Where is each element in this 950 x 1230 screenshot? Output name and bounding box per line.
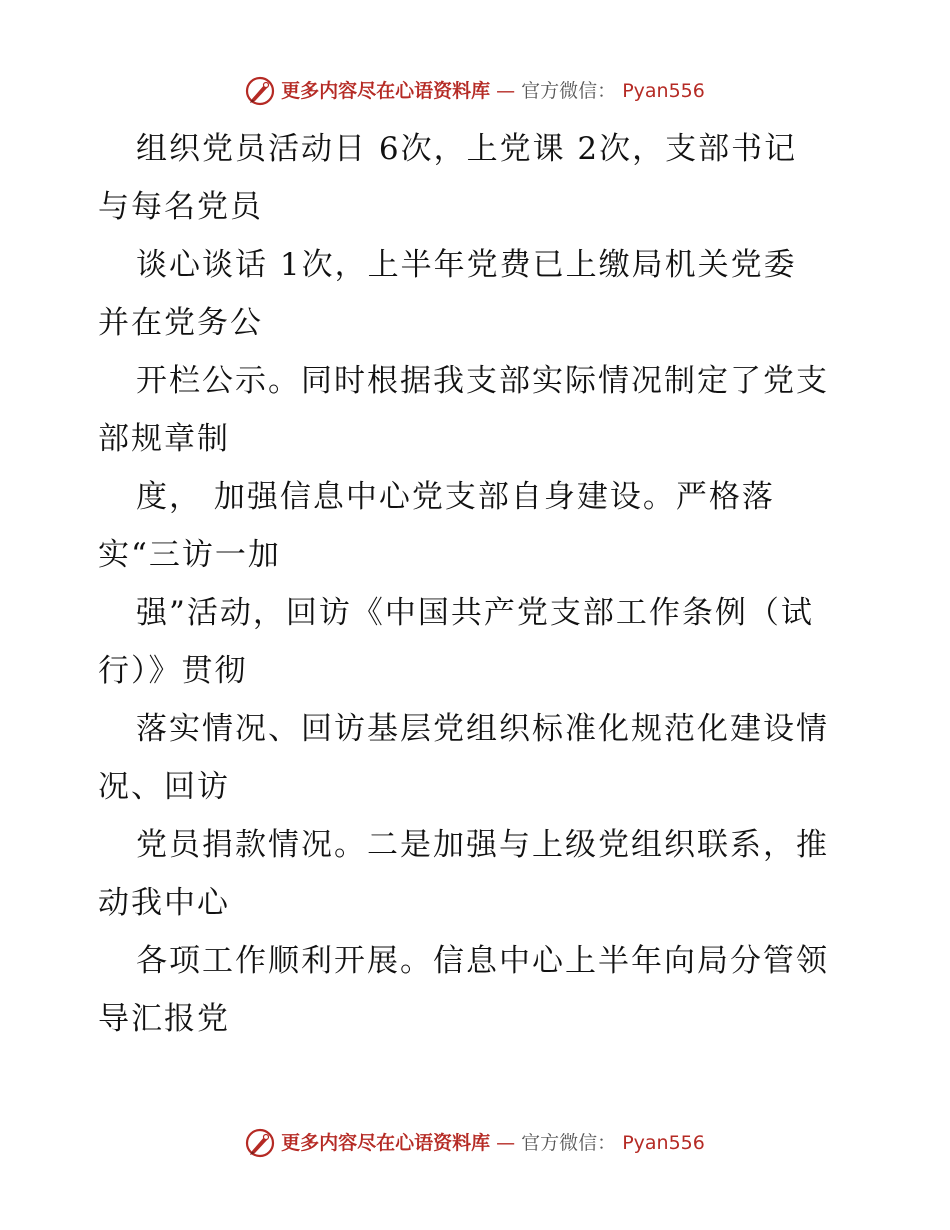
banner-site-text: 更多内容尽在心语资料库 [281, 80, 491, 102]
line-4b: 实“三访一加 [98, 537, 281, 573]
paragraph-line-1 [98, 120, 858, 236]
banner-wechat-label: 官方微信： [521, 1132, 617, 1154]
document-body [98, 120, 858, 1048]
banner-dash: — [496, 1132, 516, 1154]
banner-dash: — [496, 80, 516, 102]
line-5b: 行）》贯彻 [98, 653, 248, 689]
line-8b: 导汇报党 [98, 1001, 230, 1037]
paragraph-line-4 [98, 468, 858, 584]
quill-pen-logo-icon [245, 76, 275, 106]
line-2a: 谈心谈话 1次，上半年党费已上缴局机关党委 [136, 247, 797, 283]
banner-wechat-label: 官方微信： [521, 80, 617, 102]
paragraph-line-2 [98, 236, 858, 352]
line-5a: 强”活动，回访《中国共产党支部工作条例（试 [136, 595, 814, 631]
line-3a: 开栏公示。同时根据我支部实际情况制定了党支 [136, 363, 829, 399]
paragraph-line-3 [98, 352, 858, 468]
line-2b: 并在党务公 [98, 305, 263, 341]
banner-wechat-handle: Pyan556 [622, 1132, 705, 1154]
paragraph-line-8 [98, 932, 858, 1048]
line-4a: 度， 加强信息中心党支部自身建设。严格落 [136, 479, 775, 515]
header-watermark-banner [0, 76, 950, 106]
line-1a: 组织党员活动日 6次，上党课 2次，支部书记 [136, 131, 798, 167]
paragraph-line-5 [98, 584, 858, 700]
line-1b: 与每名党员 [98, 189, 263, 225]
quill-pen-logo-icon [245, 1128, 275, 1158]
paragraph-line-7 [98, 816, 858, 932]
line-7b: 动我中心 [98, 885, 230, 921]
line-7a: 党员捐款情况。二是加强与上级党组织联系，推 [136, 827, 829, 863]
footer-watermark-banner [0, 1128, 950, 1158]
paragraph-line-6 [98, 700, 858, 816]
banner-wechat-handle: Pyan556 [622, 80, 705, 102]
line-6b: 况、回访 [98, 769, 230, 805]
banner-site-text: 更多内容尽在心语资料库 [281, 1132, 491, 1154]
line-6a: 落实情况、回访基层党组织标准化规范化建设情 [136, 711, 829, 747]
line-3b: 部规章制 [98, 421, 230, 457]
line-8a: 各项工作顺利开展。信息中心上半年向局分管领 [136, 943, 829, 979]
